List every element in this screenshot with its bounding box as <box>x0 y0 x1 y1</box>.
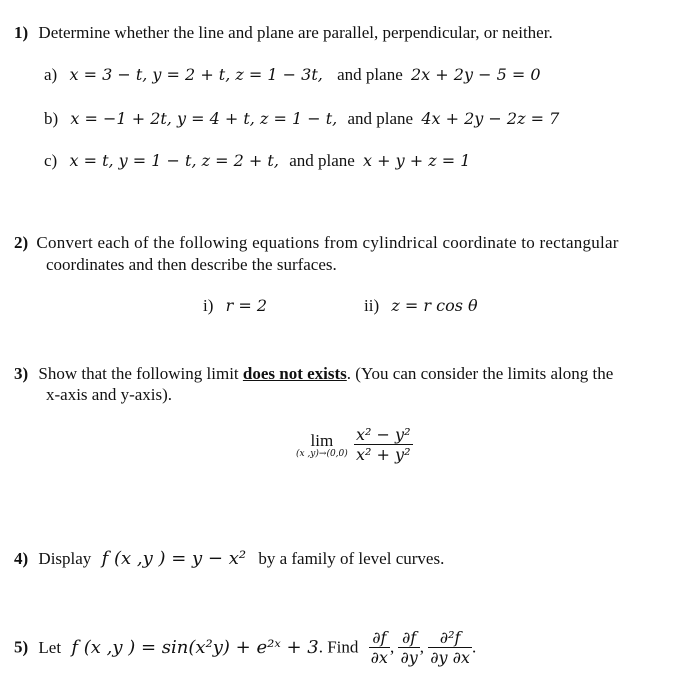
q5-d1-numerator: ∂f <box>369 628 390 648</box>
q4-text-after: by a family of level curves. <box>258 549 445 568</box>
q1-number: 1) <box>14 23 29 42</box>
q2-text-line1: Convert each of the following equations from cylindrical coordinate to rectangular <box>36 233 619 252</box>
q3-lim: lim <box>310 430 334 450</box>
q1-heading <box>14 23 553 43</box>
q1-item-plane-text: and plane <box>337 65 403 84</box>
q5-derivative-x <box>369 628 390 667</box>
q5-heading <box>14 628 476 678</box>
q2-item-i <box>203 296 267 316</box>
q3-text-after: . (You can consider the limits along the <box>346 364 614 383</box>
q5-d2-numerator: ∂f <box>398 628 419 648</box>
q1-item-label: c) <box>44 151 58 170</box>
q3-text-before: Show that the following limit <box>38 364 239 383</box>
q4-text: Display <box>38 549 92 568</box>
q5-derivative-mixed <box>428 628 472 667</box>
q5-derivative-y <box>398 628 419 667</box>
q5-d3-denominator: ∂y ∂x <box>430 648 470 667</box>
q1-item-plane: 4x + 2y − 2z = 7 <box>421 109 560 128</box>
q1-item-c <box>44 151 470 171</box>
q1-text: Determine whether the line and plane are parallel, perpendicular, or neither. <box>38 23 553 42</box>
q3-lim-subscript: (x ,y)→(0,0) <box>296 448 348 459</box>
q2-i-equation: r = 2 <box>225 296 268 315</box>
q1-item-line: x = t, y = 1 − t, z = 2 + t, <box>69 151 279 170</box>
q2-number: 2) <box>14 233 29 252</box>
q2-i-label: i) <box>203 296 214 315</box>
q3-denominator: x² + y² <box>356 445 411 464</box>
q5-period: . <box>471 637 477 657</box>
q5-d3-numerator: ∂²f <box>428 628 472 648</box>
q1-item-plane-text: and plane <box>289 151 355 170</box>
q3-limit-expression <box>296 425 413 475</box>
q2-ii-equation: z = r cos θ <box>391 296 478 315</box>
q5-comma: , <box>419 637 424 657</box>
q4-heading <box>14 548 444 569</box>
q1-item-line: x = 3 − t, y = 2 + t, z = 1 − 3t, <box>69 65 323 84</box>
q1-item-a <box>44 65 541 85</box>
q1-item-b <box>44 109 559 129</box>
q4-function: f (x ,y ) = y − x² <box>101 548 247 569</box>
q2-item-ii <box>364 296 478 316</box>
q3-number: 3) <box>14 364 29 383</box>
q5-comma: , <box>389 637 395 657</box>
q3-text-line2: x-axis and y-axis). <box>46 385 173 404</box>
q4-number: 4) <box>14 549 29 568</box>
q5-text: Let <box>38 637 62 657</box>
q5-d1-denominator: ∂x <box>370 648 388 667</box>
q3-heading <box>14 364 613 384</box>
q1-item-label: b) <box>44 109 59 128</box>
q5-number: 5) <box>14 637 29 657</box>
q3-lim-block <box>296 431 348 459</box>
q3-numerator: x² − y² <box>356 425 411 444</box>
q2-text-line2: coordinates and then describe the surfaces. <box>46 255 337 274</box>
q3-emphasis: does not exists <box>242 364 347 383</box>
q2-ii-label: ii) <box>364 296 380 315</box>
q3-fraction <box>354 425 412 464</box>
q5-d2-denominator: ∂y <box>400 648 418 667</box>
q5-find: . Find <box>318 637 359 657</box>
q1-item-line: x = −1 + 2t, y = 4 + t, z = 1 − t, <box>70 109 338 128</box>
q1-item-plane: 2x + 2y − 5 = 0 <box>410 65 541 84</box>
q1-item-plane: x + y + z = 1 <box>363 151 471 170</box>
q1-item-plane-text: and plane <box>347 109 414 128</box>
q2-heading <box>14 233 619 253</box>
q5-function: f (x ,y ) = sin(x²y) + e²ˣ + 3 <box>71 637 319 658</box>
q1-item-label: a) <box>44 65 58 84</box>
